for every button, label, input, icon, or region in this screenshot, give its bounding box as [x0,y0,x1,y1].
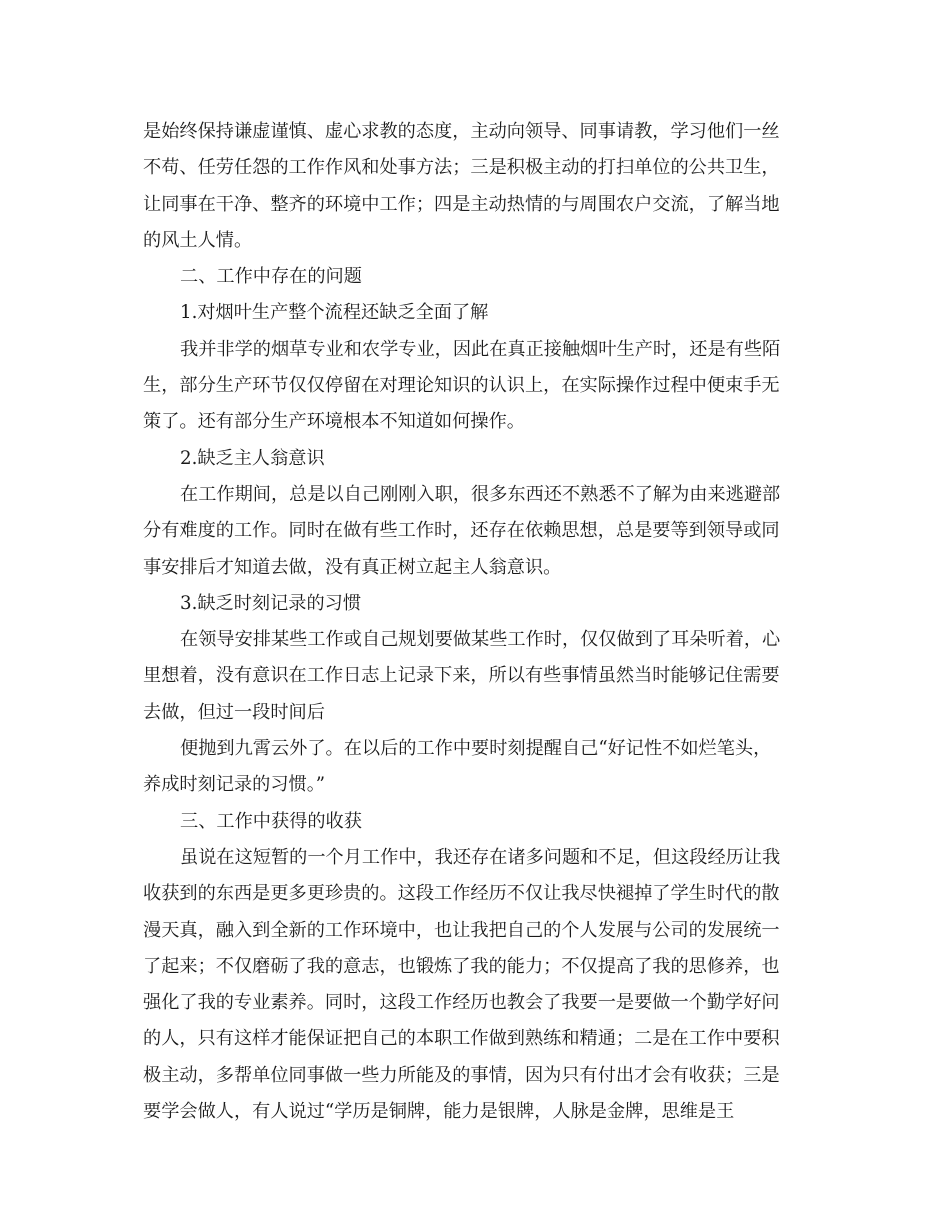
text-line: 不苟、任劳任怨的工作作风和处事方法；三是积极主动的打扫单位的公共卫生， [143,157,780,179]
text-line: 在工作期间，总是以自己刚刚入职，很多东西还不熟悉不了解为由来逃避部 [180,483,781,505]
text-line: 3.缺乏时刻记录的习惯 [180,592,362,614]
text-line: 我并非学的烟草专业和农学专业，因此在真正接触烟叶生产时，还是有些陌 [180,338,781,360]
text-line: 策了。还有部分生产环境根本不知道如何操作。 [143,411,525,433]
text-line: 强化了我的专业素养。同时，这段工作经历也教会了我要一是要做一个勤学好问 [143,992,780,1014]
text-line: 在领导安排某些工作或自己规划要做某些工作时，仅仅做到了耳朵听着，心 [180,629,781,651]
text-line: 2.缺乏主人翁意识 [180,447,325,469]
text-line: 养成时刻记录的习惯。” [143,774,326,796]
text-line: 三、工作中获得的收获 [180,810,362,832]
text-line: 去做，但过一段时间后 [143,701,325,723]
text-line: 收获到的东西是更多更珍贵的。这段工作经历不仅让我尽快褪掉了学生时代的散 [143,883,780,905]
text-line: 的风土人情。 [143,229,253,251]
document-body [143,114,811,1130]
text-line: 1.对烟叶生产整个流程还缺乏全面了解 [180,302,489,324]
text-line: 是始终保持谦虚谨慎、虚心求教的态度，主动向领导、同事请教，学习他们一丝 [143,121,780,142]
text-line: 生，部分生产环节仅仅停留在对理论知识的认识上，在实际操作过程中便束手无 [143,375,780,397]
text-line: 便抛到九霄云外了。在以后的工作中要时刻提醒自己“好记性不如烂笔头， [180,738,772,760]
text-line: 二、工作中存在的问题 [180,266,362,288]
text-line: 要学会做人，有人说过“学历是铜牌，能力是银牌，人脉是金牌，思维是王 [143,1101,735,1123]
text-line: 虽说在这短暂的一个月工作中，我还存在诸多问题和不足，但这段经历让我 [180,846,781,868]
text-line: 分有难度的工作。同时在做有些工作时，还存在依赖思想，总是要等到领导或同 [143,520,780,542]
text-line: 里想着，没有意识在工作日志上记录下来，所以有些事情虽然当时能够记住需要 [143,665,780,687]
text-line: 的人，只有这样才能保证把自己的本职工作做到熟练和精通；二是在工作中要积 [143,1028,780,1050]
text-line: 漫天真，融入到全新的工作环境中，也让我把自己的个人发展与公司的发展统一 [143,919,780,941]
text-line: 极主动，多帮单位同事做一些力所能及的事情，因为只有付出才会有收获；三是 [143,1064,780,1086]
text-line: 事安排后才知道去做，没有真正树立起主人翁意识。 [143,556,562,578]
text-line: 让同事在干净、整齐的环境中工作；四是主动热情的与周围农户交流，了解当地 [143,193,780,215]
text-line: 了起来；不仅磨砺了我的意志，也锻炼了我的能力；不仅提高了我的思修养，也 [143,955,780,977]
